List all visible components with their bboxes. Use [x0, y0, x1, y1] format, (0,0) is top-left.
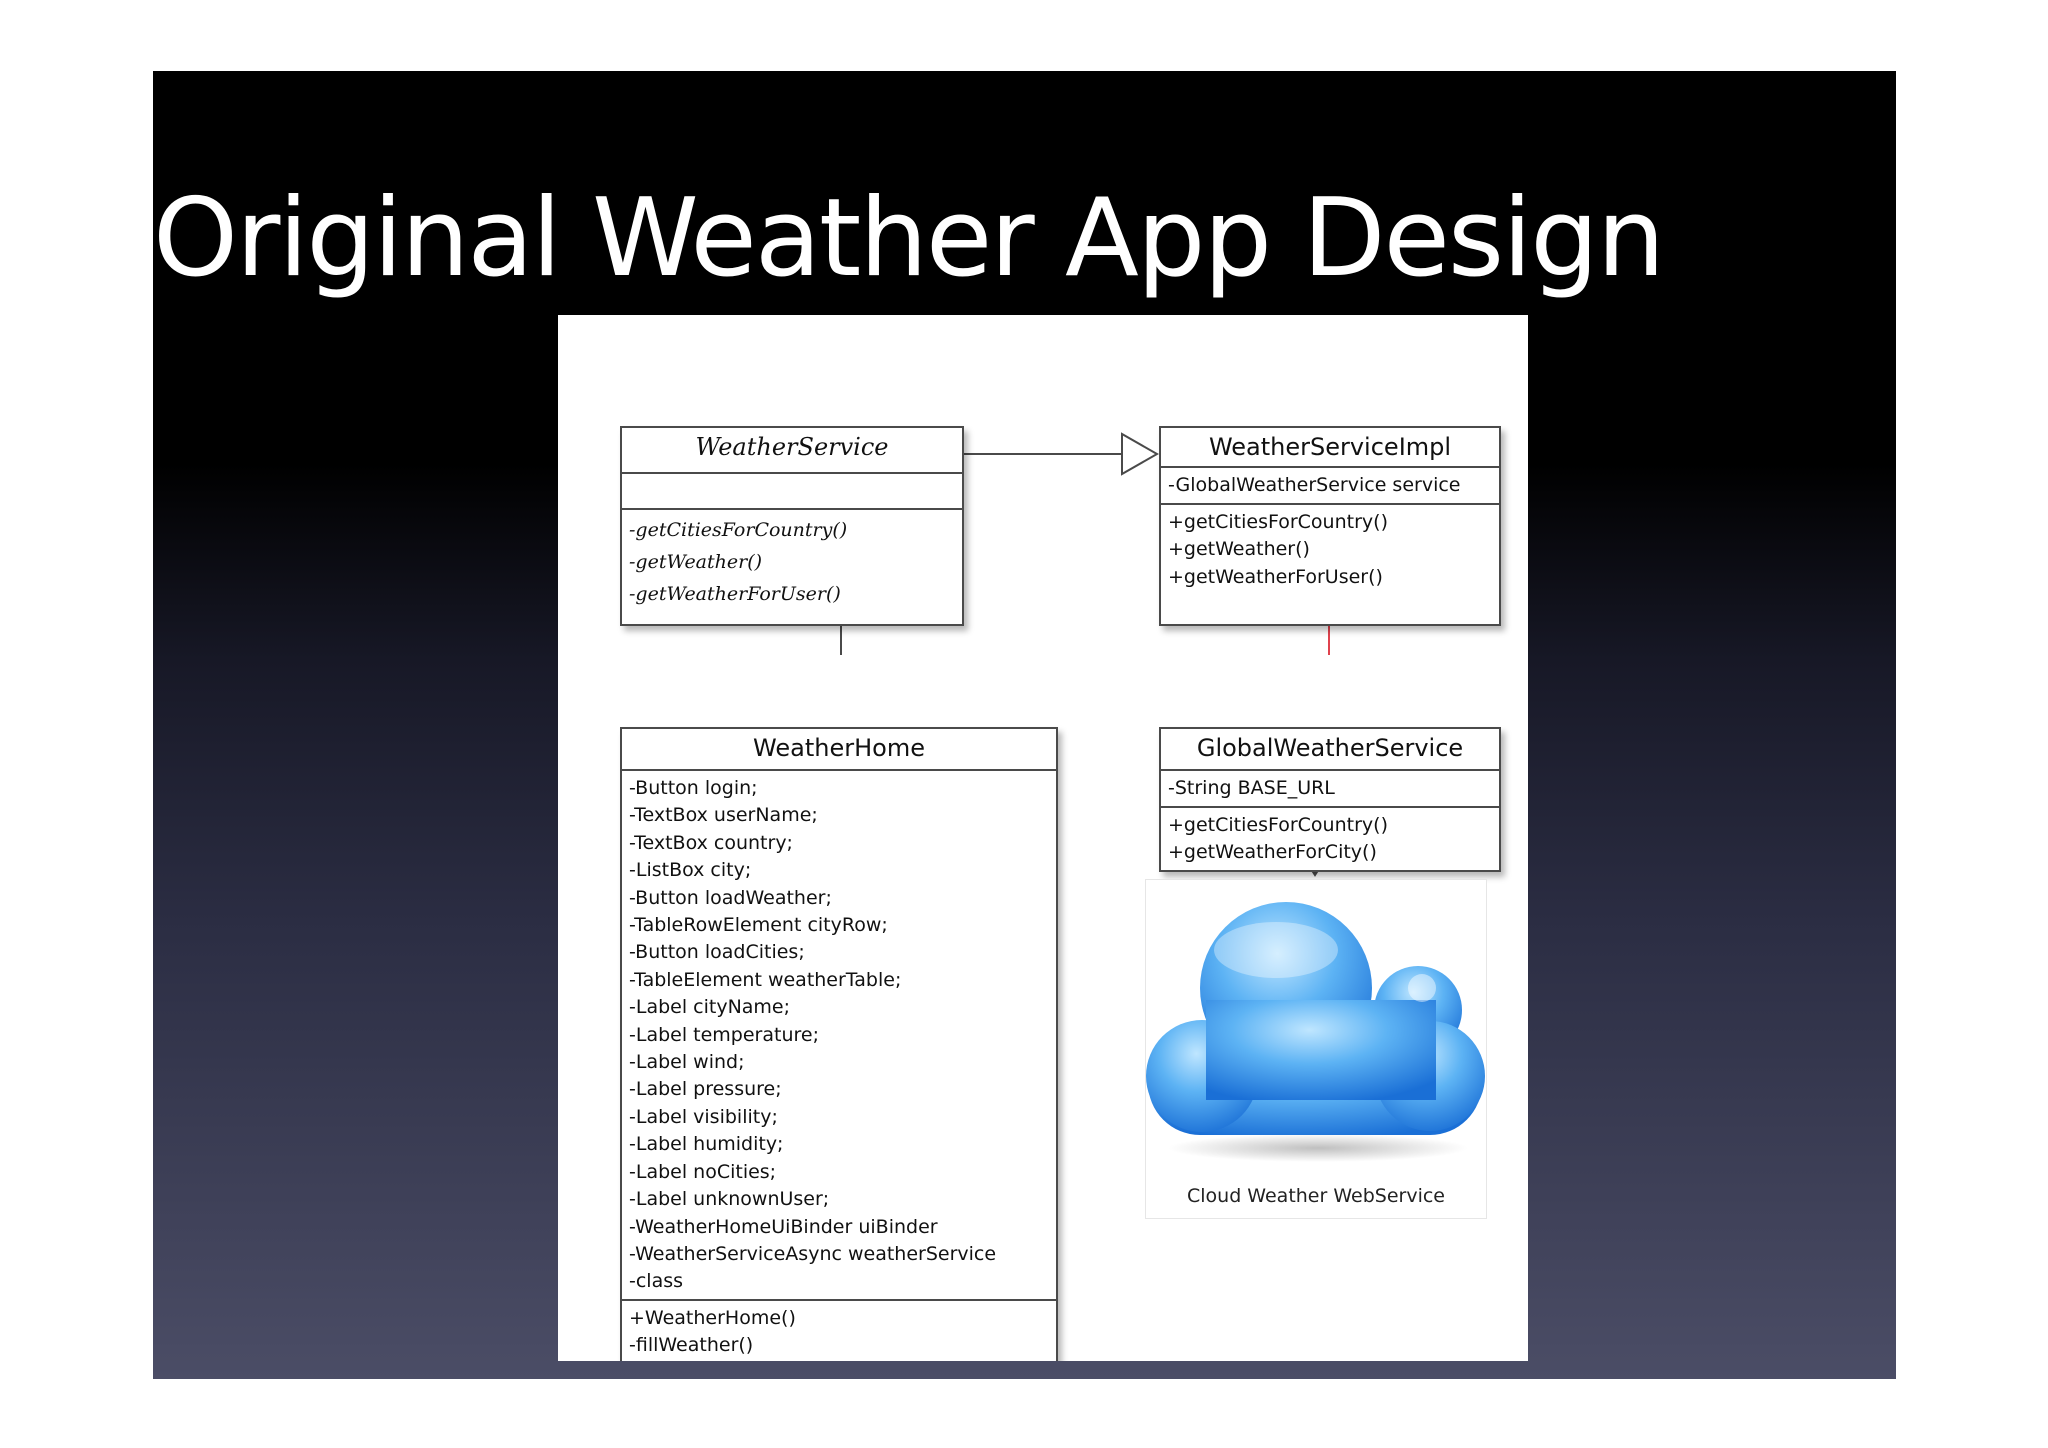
- attribute-row: -TextBox userName;: [629, 804, 818, 827]
- weather-service-class: [620, 426, 964, 626]
- attribute-row: -WeatherHomeUiBinder uiBinder: [629, 1215, 938, 1238]
- method-row: +getWeather(): [1168, 538, 1310, 561]
- methods-section: [1161, 505, 1499, 591]
- attribute-row: -Label pressure;: [629, 1078, 782, 1101]
- class-name: WeatherServiceImpl: [1161, 428, 1499, 468]
- attribute-row: -Label humidity;: [629, 1133, 784, 1156]
- attribute-row: -Button loadCities;: [629, 941, 805, 964]
- attribute-row: -Label wind;: [629, 1051, 745, 1074]
- attributes-section: [622, 771, 1056, 1301]
- attribute-row: -class: [629, 1270, 684, 1293]
- class-name: GlobalWeatherService: [1161, 729, 1499, 771]
- method-row: +getWeatherForUser(): [1168, 565, 1383, 588]
- methods-section: [622, 1301, 1056, 1360]
- method-row: -getWeather(): [629, 551, 763, 573]
- slide-title: Original Weather App Design: [153, 176, 1664, 301]
- method-row: +WeatherHome(): [629, 1307, 796, 1329]
- cloud-webservice: [1145, 879, 1487, 1219]
- method-row: -getWeatherForUser(): [629, 583, 841, 605]
- attributes-section: [622, 474, 962, 510]
- class-name: WeatherHome: [622, 729, 1056, 771]
- attribute-row: -TableRowElement cityRow;: [629, 914, 888, 937]
- attribute-row: -Button login;: [629, 777, 758, 799]
- uml-diagram: [558, 315, 1528, 1361]
- attribute-row: -Button loadWeather;: [629, 886, 832, 909]
- attribute-row: -GlobalWeatherService service: [1168, 474, 1461, 496]
- attribute-row: -Label cityName;: [629, 996, 791, 1019]
- attribute-row: -WeatherServiceAsync weatherService: [629, 1242, 997, 1265]
- attribute-row: -ListBox city;: [629, 859, 752, 882]
- attribute-row: -Label visibility;: [629, 1105, 778, 1128]
- methods-section: [622, 510, 962, 610]
- method-row: -getCitiesForCountry(): [629, 519, 848, 541]
- attribute-row: -Label noCities;: [629, 1160, 777, 1183]
- realization-arrowhead: [1122, 434, 1157, 474]
- cloud-icon: [1146, 880, 1486, 1180]
- attribute-row: -TextBox country;: [629, 831, 793, 854]
- global-weather-service-class: [1159, 727, 1501, 872]
- weather-home-class: [620, 727, 1058, 1361]
- cloud-caption: Cloud Weather WebService: [1187, 1185, 1445, 1207]
- attributes-section: [1161, 771, 1499, 808]
- attribute-row: -TableElement weatherTable;: [629, 968, 902, 991]
- slide: [153, 71, 1896, 1379]
- attribute-row: -Label unknownUser;: [629, 1188, 830, 1211]
- class-name: WeatherService: [622, 428, 962, 474]
- attributes-section: [1161, 468, 1499, 505]
- attribute-row: -String BASE_URL: [1168, 777, 1335, 799]
- method-row: +getWeatherForCity(): [1168, 841, 1377, 864]
- weather-service-impl-class: [1159, 426, 1501, 626]
- method-row: +getCitiesForCountry(): [1168, 814, 1388, 836]
- method-row: -fillWeather(): [629, 1334, 754, 1357]
- attribute-row: -Label temperature;: [629, 1023, 819, 1046]
- methods-section: [1161, 808, 1499, 867]
- method-row: +getCitiesForCountry(): [1168, 511, 1388, 533]
